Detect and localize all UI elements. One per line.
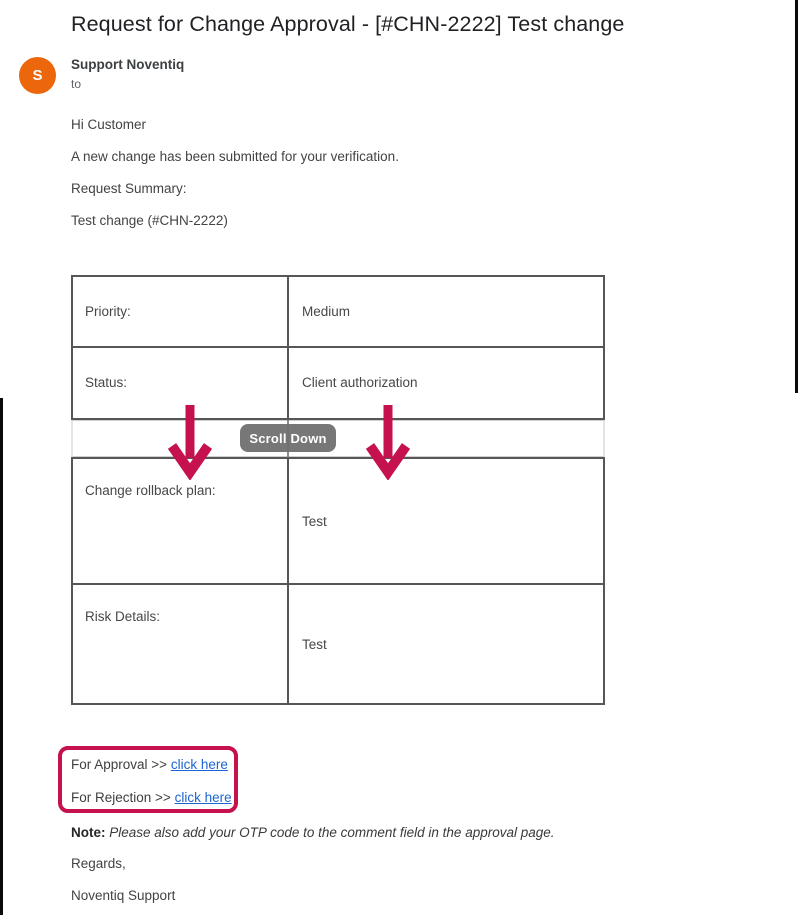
down-arrow-icon (366, 402, 410, 480)
table-cell-label: Risk Details: (73, 585, 289, 703)
table-cell-value: Client authorization (302, 375, 418, 391)
table-row (73, 348, 603, 419)
note-line (71, 825, 555, 840)
approval-prefix: For Approval >> (71, 757, 168, 772)
table-row (73, 459, 603, 585)
details-table-lower (71, 457, 605, 705)
table-cell-label: Change rollback plan: (73, 459, 289, 583)
approval-link[interactable]: click here (170, 757, 228, 772)
table-cell-label: Status: (73, 348, 289, 419)
note-label: Note: (71, 825, 106, 840)
details-table-upper (71, 275, 605, 420)
sender-avatar (19, 57, 56, 94)
rejection-link[interactable]: click here (174, 790, 232, 805)
rejection-line (71, 790, 232, 805)
email-subject: Request for Change Approval - [#CHN-2222] Test change (71, 12, 625, 36)
summary-label: Request Summary: (71, 181, 187, 196)
signature-text: Noventiq Support (71, 888, 176, 903)
frame-line-left (0, 398, 3, 915)
scroll-down-pill: Scroll Down (240, 424, 336, 452)
approval-line (71, 757, 228, 772)
recipient-toggle[interactable]: to (71, 77, 82, 91)
greeting-text: Hi Customer (71, 117, 147, 132)
table-row (73, 585, 603, 703)
table-cell-value: Test (302, 513, 327, 529)
avatar-letter: S (32, 67, 43, 84)
intro-text: A new change has been submitted for your verification. (71, 149, 399, 164)
down-arrow-icon (168, 402, 212, 480)
table-cell-value: Medium (302, 303, 351, 319)
table-scroll-gap (71, 420, 605, 457)
table-row (73, 277, 603, 348)
table-cell-label: Priority: (73, 277, 289, 346)
regards-text: Regards, (71, 856, 126, 871)
rejection-prefix: For Rejection >> (71, 790, 171, 805)
sender-name: Support Noventiq (71, 57, 185, 72)
summary-value: Test change (#CHN-2222) (71, 213, 228, 228)
note-text: Please also add your OTP code to the comment field in the approval page. (105, 825, 555, 840)
table-cell-value: Test (302, 636, 327, 652)
